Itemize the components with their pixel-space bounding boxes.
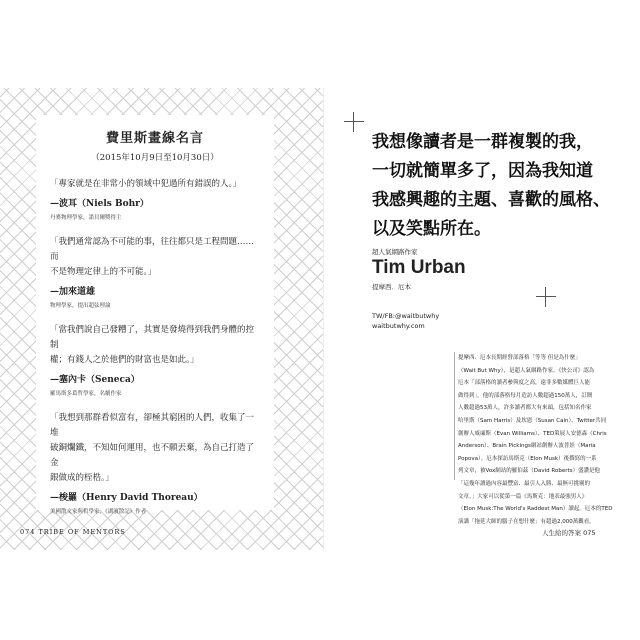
quote-text xyxy=(50,323,260,368)
bio-line: 人數超過53萬人，許多讀者都大有來頭，包括知名作家 xyxy=(458,405,592,412)
quote-item xyxy=(50,177,260,221)
pull-quote xyxy=(372,128,622,244)
crosshair-mark xyxy=(344,112,364,132)
card-date: （2015年10月9日至10月30日） xyxy=(91,153,219,163)
quote-text xyxy=(50,411,260,486)
card-title: 費里斯畫線名言 xyxy=(105,131,204,146)
bio-line: 創辦人威廉斯（Evan Williams）、TED策展人安德森（Chris xyxy=(458,430,607,437)
quote-card xyxy=(36,115,274,515)
bio-line: 哈里斯（Sam Harris）及坎恩（Susan Cain）、Twitter共同 xyxy=(458,417,607,424)
website: waitbutwhy.com xyxy=(372,322,425,330)
bio-line: （Wait But Why），是超人氣網路作家。《快公司》認為 xyxy=(458,367,595,374)
bio-line: 文章。」大家可以從第一篇《馬斯克：地表最強男人》 xyxy=(458,493,588,500)
social-handle: TW/FB:@waitbutwhy xyxy=(372,312,440,320)
quote-item xyxy=(50,235,260,309)
bio-line: 演講「拖延大師的腦子在想什麼」有超過2,000萬觀看。 xyxy=(458,518,595,525)
quote-item xyxy=(50,411,260,515)
author-role: 超人氣網路作家 xyxy=(372,248,418,256)
quote-author: —波耳（Niels Bohr） xyxy=(50,199,149,209)
quote-item xyxy=(50,323,260,397)
quote-role: 羅馬斯多葛哲學家，名劇作家 xyxy=(50,391,122,397)
author-bio xyxy=(458,352,616,528)
quote-role: 丹麥物理學家，諾貝爾獎得主 xyxy=(50,215,122,221)
author-contact xyxy=(372,311,439,331)
bio-divider xyxy=(454,352,455,480)
bio-line: （Elon Musk:The World's Raddest Man）讀起。厄本的TED xyxy=(458,506,613,513)
page-footer-right: 人生給的答案 075 xyxy=(542,529,596,537)
quote-author: —梭羅（Henry David Thoreau） xyxy=(50,493,203,503)
bio-line: 做得到」。他的部落格每月造訪人數超過150萬人，訂閱 xyxy=(458,392,593,399)
bio-line: 列文章，被Vox網站的羅伯茲（David Roberts）盛讚是他 xyxy=(458,468,601,475)
quote-line: 「當我們說自己發糟了，其實是發燒得到我們身體的控制 xyxy=(50,325,255,350)
author-chinese-name: 提摩西．厄本 xyxy=(372,283,411,291)
headline-line: 我想像讀者是一群複製的我， xyxy=(372,132,593,152)
gutter xyxy=(323,88,324,550)
quote-line: 銀做成的桎梏。」 xyxy=(50,473,114,483)
crosshair-mark xyxy=(536,287,556,307)
bio-line: Anderson）、Brain Pickings網站創辦人波普娃（Maria xyxy=(458,443,596,450)
headline-line: 我感興趣的主題、喜歡的風格、 xyxy=(372,190,610,210)
quote-line: 破銅爛鐵，不知如何運用，也不願丟棄，為自己打造了金 xyxy=(50,443,255,468)
headline-line: 以及笑點所在。 xyxy=(372,219,491,239)
quote-line: 「我們通常認為不可能的事，往往都只是工程問題……而 xyxy=(50,237,255,262)
quote-text xyxy=(50,177,260,192)
quote-line: 權；有錢人之於他們的財富也是如此。」 xyxy=(50,355,199,365)
bio-line: 厄本「部落格的讀者參與度之高，遠非多數媒體巨人能 xyxy=(458,380,591,387)
quote-author: —加來道雄 xyxy=(50,287,96,297)
headline-line: 一切就簡單多了，因為我知道 xyxy=(372,161,593,181)
page-footer-left: 074 TRIBE OF MENTORS xyxy=(20,528,126,536)
quote-line: 「專家就是在非常小的領域中犯過所有錯誤的人。」 xyxy=(50,179,242,189)
quote-role: 物理學家，提出超弦理論 xyxy=(50,303,111,309)
quote-role: 美國散文家與哲學家，《湖濱散記》作者 xyxy=(50,509,147,515)
bio-line: 提摩西．厄本長期經營部落格「等等 但是為什麼」 xyxy=(458,355,581,361)
quote-line: 不是物理定律上的不可能。」 xyxy=(50,267,157,277)
author-name: Tim Urban xyxy=(372,257,466,278)
quote-text xyxy=(50,235,260,280)
bio-line: 「這幾年讀過內容最豐富、最引人入勝、最無可挑剔的 xyxy=(458,480,591,487)
bio-line: Popova）。厄本探訪馬斯克（Elon Musk）後撰寫的一系 xyxy=(458,455,597,462)
quote-author: —塞內卡（Seneca） xyxy=(50,375,140,385)
quote-line: 「我想到那群看似富有，卻極其窮困的人們，收集了一堆 xyxy=(50,413,255,438)
